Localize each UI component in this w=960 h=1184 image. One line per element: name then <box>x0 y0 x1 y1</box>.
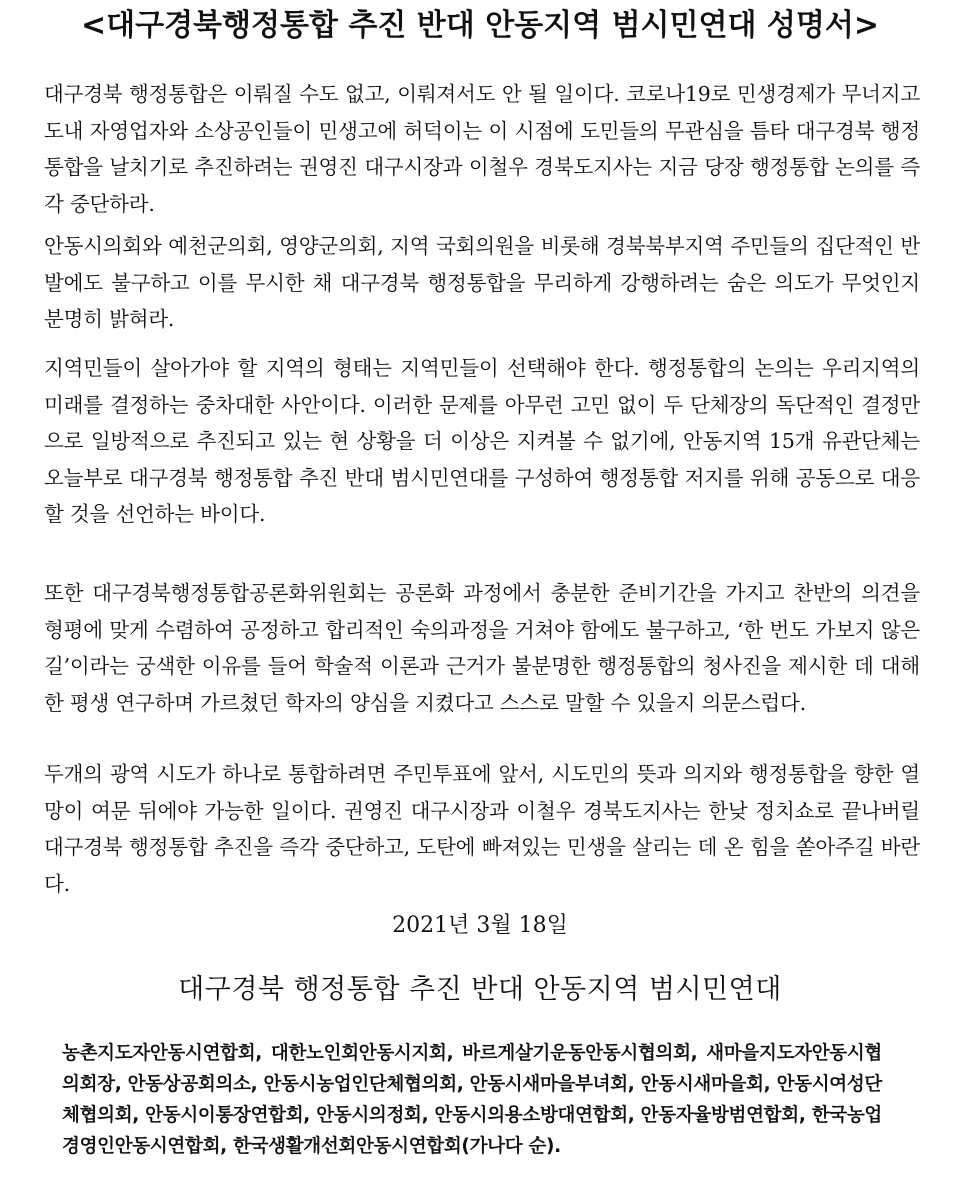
statement-date: 2021년 3월 18일 <box>392 913 568 938</box>
paragraph-2: 안동시의회와 예천군의회, 영양군의회, 지역 국회의원을 비롯해 경북북부지역 주민들의 집단적인 반발에도 불구하고 이를 무시한 채 대구경북 행정통합을 무리하게 강행하려는 숨은 의도가 무엇인지 분명히 밝혀라. <box>44 234 920 331</box>
member-organizations: 농촌지도자안동시연합회, 대한노인회안동시지회, 바르게살기운동안동시협의회, 새마을지도자안동시협의회장, 안동상공회의소, 안동시농업인단체협의회, 안동시새마을부녀회, 안동시새마을회, 안동시여성단체협의회, 안동시이통장연합회, 안동시의정회, 안동시의용소방대연합회, 안동자율방범연합회, 한국농업경영인안동시연합회, 한국생활개선회안동시연합회(가나다 순). <box>62 1043 882 1157</box>
paragraph-4: 또한 대구경북행정통합공론화위원회는 공론화 과정에서 충분한 준비기간을 가지고 찬반의 의견을 형평에 맞게 수렴하여 공정하고 합리적인 숙의과정을 거쳐야 함에도 불구하고, ‘한 번도 가보지 않은 길’이라는 궁색한 이유를 들어 학술적 이론과 근거가 불분명한 행정통합의 청사진을 제시한 데 대해 한 평생 연구하며 가르쳤던 학자의 양심을 지켰다고 스스로 말할 수 있을지 의문스럽다. <box>44 581 920 715</box>
document-title: <대구경북행정통합 추진 반대 안동지역 범시민연대 성명서> <box>80 8 879 43</box>
paragraph-5: 두개의 광역 시도가 하나로 통합하려면 주민투표에 앞서, 시도민의 뜻과 의지와 행정통합을 향한 열망이 여문 뒤에야 가능한 일이다. 권영진 대구시장과 이철우 경북도지사는 한낮 정치쇼로 끝나버릴 대구경북 행정통합 추진을 즉각 중단하고, 도탄에 빠져있는 민생을 살리는 데 온 힘을 쏟아주길 바란다. <box>44 762 920 896</box>
paragraph-3: 지역민들이 살아가야 할 지역의 형태는 지역민들이 선택해야 한다. 행정통합의 논의는 우리지역의 미래를 결정하는 중차대한 사안이다. 이러한 문제를 아무런 고민 없이 두 단체장의 독단적인 결정만으로 일방적으로 추진되고 있는 현 상황을 더 이상은 지켜볼 수 없기에, 안동지역 15개 유관단체는 오늘부로 대구경북 행정통합 추진 반대 범시민연대를 구성하여 행정통합 저지를 위해 공동으로 대응할 것을 선언하는 바이다. <box>44 356 920 526</box>
organization-name: 대구경북 행정통합 추진 반대 안동지역 범시민연대 <box>178 974 782 1005</box>
paragraph-1: 대구경북 행정통합은 이뤄질 수도 없고, 이뤄져서도 안 될 일이다. 코로나19로 민생경제가 무너지고 도내 자영업자와 소상공인들이 민생고에 허덕이는 이 시점에 도민들의 무관심을 틈타 대구경북 행정통합을 날치기로 추진하려는 권영진 대구시장과 이철우 경북도지사는 지금 당장 행정통합 논의를 즉각 중단하라. <box>44 82 920 216</box>
